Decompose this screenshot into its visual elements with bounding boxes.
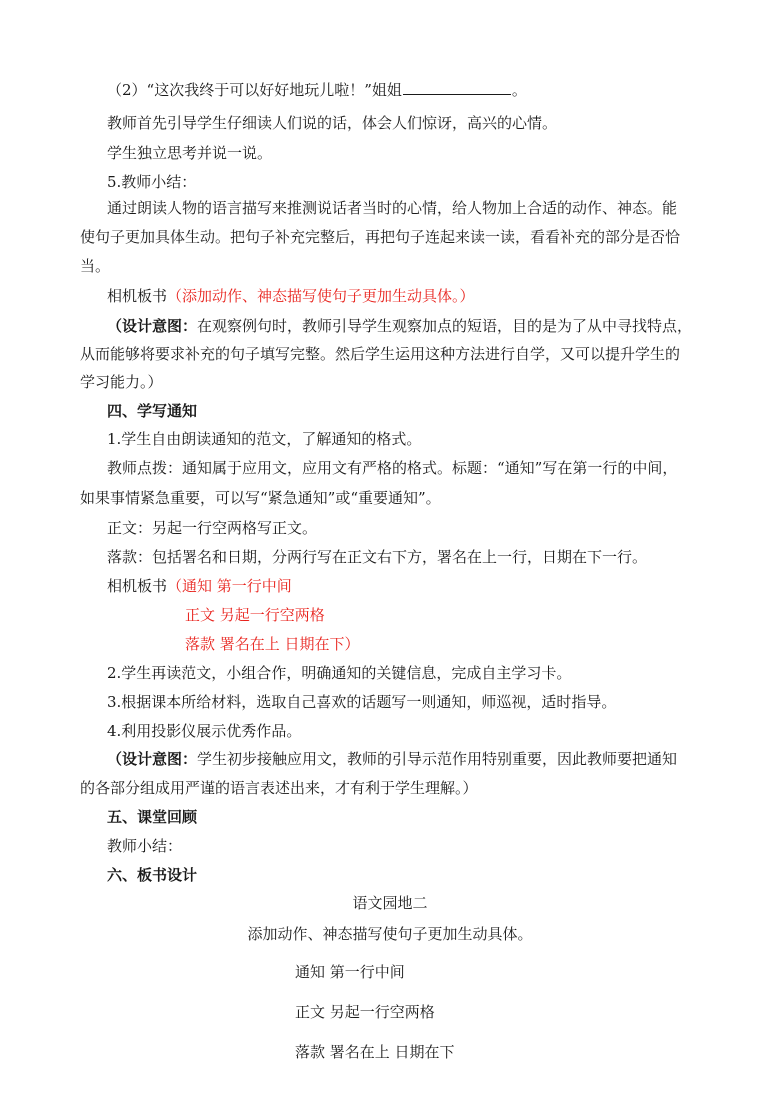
fill-blank	[403, 80, 511, 95]
design-intent-line: 学习能力。）	[80, 373, 163, 391]
design-intent-label: （设计意图：	[107, 317, 198, 335]
s4-item-2: 2.学生再读范文，小组合作，明确通知的关键信息，完成自主学习卡。	[107, 664, 572, 682]
board-note-2	[107, 576, 292, 596]
s4-sign: 落款：包括署名和日期，分两行写在正文右下方，署名在上一行，日期在下一行。	[107, 548, 648, 566]
board-design-row: 正文 另起一行空两格	[295, 1003, 435, 1021]
design-intent-line: 的各部分组成用严谨的语言表述出来，才有利于学生理解。）	[80, 779, 478, 797]
design-intent-2	[107, 749, 677, 769]
board-design-title: 语文园地二	[352, 894, 428, 912]
design-intent-line: 学生初步接触应用文，教师的引导示范作用特别重要，因此教师要把通知	[197, 750, 678, 768]
board-note-text: （添加动作、神态描写使句子更加生动具体。）	[167, 287, 475, 305]
sentence-2-suffix: 。	[511, 81, 527, 99]
s4-item-4: 4.利用投影仪展示优秀作品。	[107, 722, 302, 740]
board-note-line: （通知 第一行中间	[167, 577, 292, 595]
s5-summary: 教师小结：	[107, 837, 183, 855]
sentence-2	[107, 80, 527, 100]
section-5-title: 五、课堂回顾	[107, 808, 198, 826]
board-note-line: 正文 另起一行空两格	[185, 606, 325, 624]
summary-5-line: 通过朗读人物的语言描写来推测说话者当时的心情，给人物加上合适的动作、神态。能	[107, 199, 678, 217]
board-design-subtitle: 添加动作、神态描写使句子更加生动具体。	[247, 925, 533, 943]
board-note-line: 落款 署名在上 日期在下）	[185, 635, 360, 653]
board-note-label: 相机板书	[107, 577, 168, 595]
design-intent-line: 在观察例句时，教师引导学生观察加点的短语，目的是为了从中寻找特点，	[197, 317, 693, 335]
section-4-title: 四、学写通知	[107, 402, 198, 420]
teacher-guide: 教师首先引导学生仔细读人们说的话，体会人们惊讶，高兴的心情。	[107, 114, 558, 132]
sentence-2-prefix: （2）“这次我终于可以好好地玩儿啦！”姐姐	[107, 81, 402, 99]
summary-5-label: 5.教师小结：	[107, 173, 197, 191]
summary-5-line: 当。	[80, 257, 111, 275]
board-note-1	[107, 286, 475, 306]
s4-item-1: 1.学生自由朗读通知的范文，了解通知的格式。	[107, 430, 422, 448]
s4-item-3: 3.根据课本所给材料，选取自己喜欢的话题写一则通知，师巡视，适时指导。	[107, 693, 617, 711]
section-6-title: 六、板书设计	[107, 866, 198, 884]
s4-explain-line: 如果事情紧急重要，可以写“紧急通知”或“重要通知”。	[80, 489, 441, 507]
design-intent-1	[107, 316, 692, 336]
design-intent-label: （设计意图：	[107, 750, 198, 768]
board-design-row: 通知 第一行中间	[295, 963, 405, 981]
board-design-row: 落款 署名在上 日期在下	[295, 1043, 455, 1061]
summary-5-line: 使句子更加具体生动。把句子补充完整后，再把句子连起来读一读，看看补充的部分是否恰	[80, 228, 681, 246]
s4-body: 正文：另起一行空两格写正文。	[107, 519, 318, 537]
student-think: 学生独立思考并说一说。	[107, 144, 273, 162]
design-intent-line: 从而能够将要求补充的句子填写完整。然后学生运用这种方法进行自学，又可以提升学生的	[80, 345, 681, 363]
s4-explain-line: 教师点拨：通知属于应用文，应用文有严格的格式。标题：“通知”写在第一行的中间，	[107, 459, 678, 477]
board-note-label: 相机板书	[107, 287, 168, 305]
